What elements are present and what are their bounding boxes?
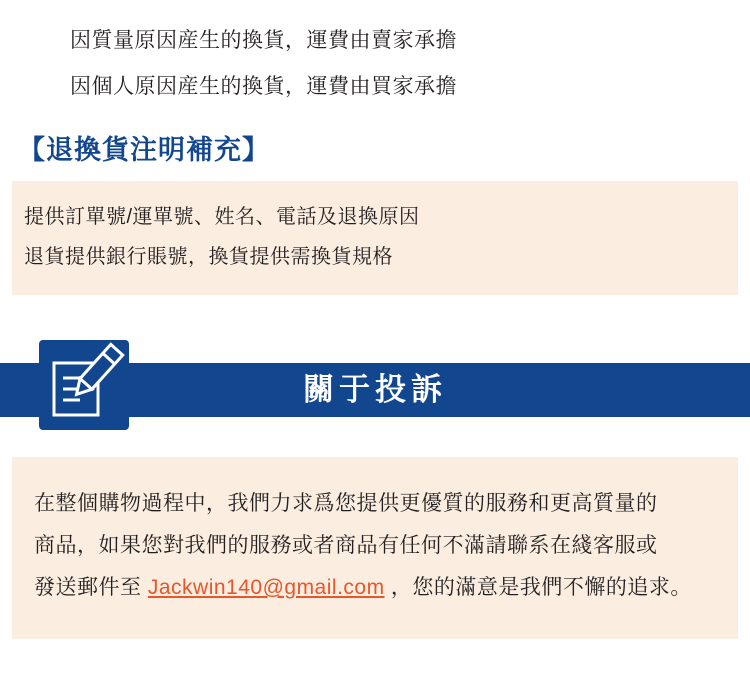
email-suffix-text: ，您的滿意是我們不懈的追求。 (384, 576, 692, 599)
complaint-banner (0, 337, 750, 433)
return-note-line: 退貨提供銀行賬號，換貨提供需換貨規格 (24, 246, 393, 268)
top-note-line: 因個人原因産生的換貨，運費由買家承擔 (70, 75, 457, 98)
return-section-note-block (12, 181, 738, 295)
support-email-link[interactable]: Jackwin140@gmail.com (147, 576, 385, 599)
top-note-line: 因質量原因産生的換貨，運費由賣家承擔 (70, 29, 457, 52)
email-prefix-text: 發送郵件至 (34, 576, 148, 599)
complaint-body-line: 商品，如果您對我們的服務或者商品有任何不滿請聯系在綫客服或 (34, 534, 658, 557)
pencil-note-icon (36, 337, 132, 433)
return-note-line: 提供訂單號/運單號、姓名、電話及退換原因 (24, 206, 420, 228)
complaint-body-line-email (34, 567, 716, 609)
top-notes (0, 0, 750, 110)
return-section-heading: 【退換貨注明補充】 (18, 135, 270, 165)
complaint-body-line: 在整個購物過程中，我們力求爲您提供更優質的服務和更高質量的 (34, 492, 658, 515)
banner-title: 關于投訴 (303, 372, 447, 407)
complaint-body-block (12, 457, 738, 639)
